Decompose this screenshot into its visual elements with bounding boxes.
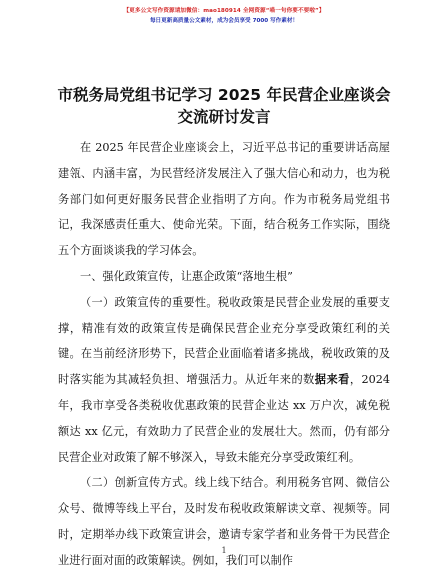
title-line-2: 交流研讨发言: [177, 108, 271, 126]
paragraph-text-continued: ，2024 年，我市享受各类税收优惠政策的民营企业达 xx 万户次，减免税额达 xx 亿元，有效助力了民营企业的发展壮大。然而，仍有部分民营企业对政策了解不够深入，导致未能充分享受政策红利。: [58, 373, 390, 464]
document-title: [0, 84, 448, 128]
bold-text: 据来看: [314, 372, 350, 387]
promo-line-1: 【更多公文写作资源请加微信：mao180914 全网资源“喵一句你要不要啦”】: [123, 8, 325, 14]
paragraph-policy-importance: [58, 290, 390, 471]
title-line-1: 市税务局党组书记学习 2025 年民营企业座谈会: [57, 86, 391, 104]
section-heading-1: 一、强化政策宣传，让惠企政策“落地生根”: [80, 269, 293, 283]
paragraph-text: （一）政策宣传的重要性。税收政策是民营企业发展的重要支撑，精准有效的政策宣传是确保民营企业充分享受政策红利的关键。在当前经济形势下，民营企业面临着诸多挑战，税收政策的及时落实能为其减轻负担、增强活力。从近年来的数: [58, 295, 390, 387]
intro-paragraph: 在 2025 年民营企业座谈会上，习近平总书记的重要讲话高屋建瓴、内涵丰富，为民营经济发展注入了强大信心和动力，也为税务部门如何更好服务民营企业指明了方向。作为市税务局党组书记，我深感责任重大、使命光荣。下面，结合税务工作实际，围绕五个方面谈谈我的学习体会。: [58, 141, 390, 258]
document-body: [58, 135, 390, 574]
paragraph-innovative-methods: （二）创新宣传方式。线上线下结合。利用税务官网、微信公众号、微博等线上平台，及时发布税收政策解读文章、视频等。同时，定期举办线下政策宣讲会，邀请专家学者和业务骨干为民营企业进行面对面的政策解读。例如，我们可以制作: [58, 476, 390, 567]
promo-line-2: 每日更新高质量公文素材，成为会员享受 7000 写作素材！: [149, 18, 299, 24]
header-banner: [0, 6, 448, 26]
page-number: 1: [221, 546, 227, 555]
